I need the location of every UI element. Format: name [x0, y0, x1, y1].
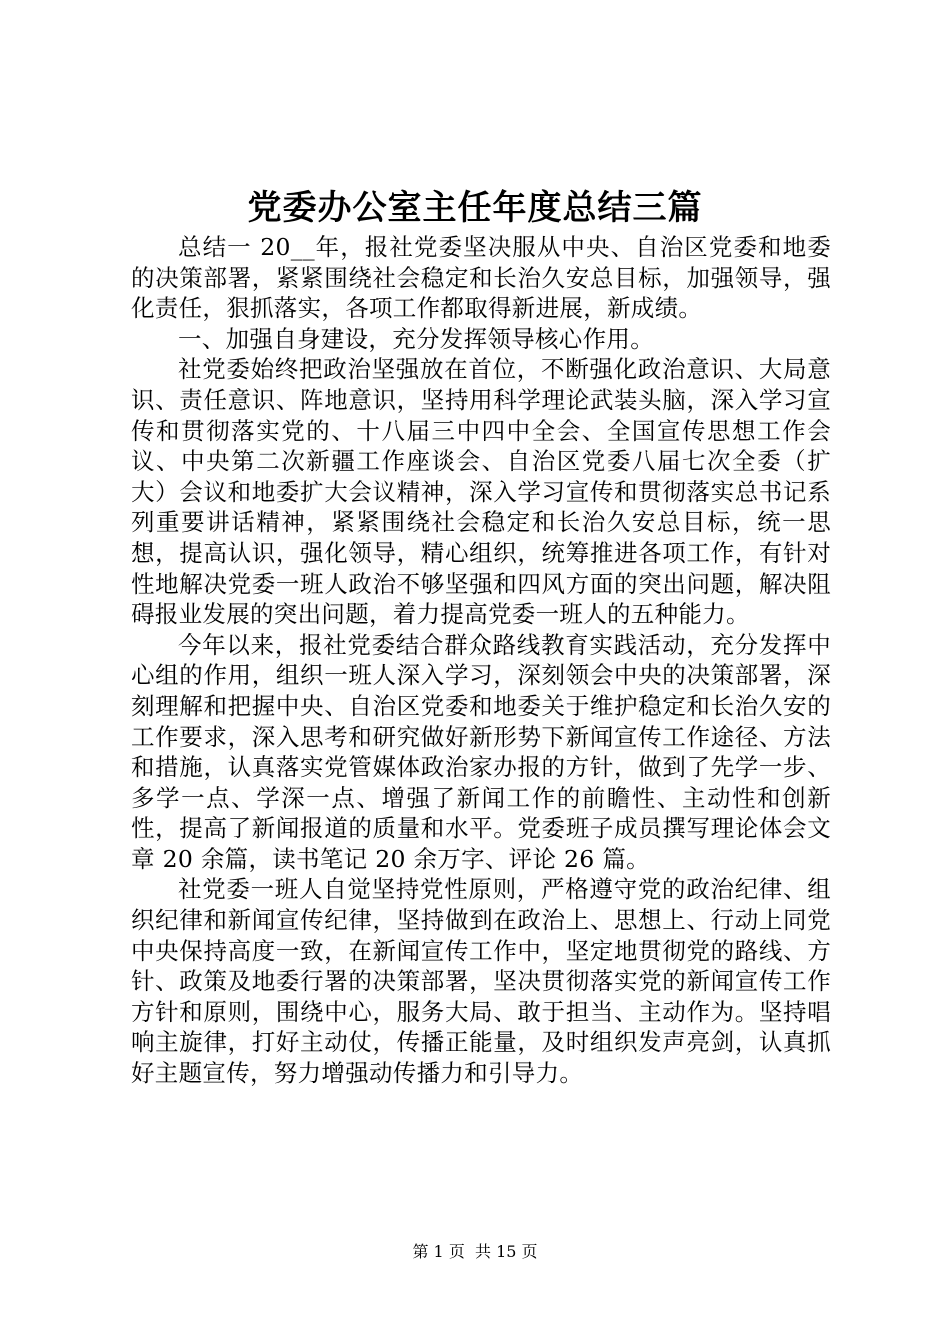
paragraph-study: 今年以来，报社党委结合群众路线教育实践活动，充分发挥中心组的作用，组织一班人深入学习，深刻领会中央的决策部署，深刻理解和把握中央、自治区党委和地委关于维护稳定和长治久安的工作要求，深入思考和研究做好新形势下新闻宣传工作途径、方法和措施，认真落实党管媒体政治家办报的方针，做到了先学一步、多学一点、学深一点、增强了新闻工作的前瞻性、主动性和创新性，提高了新闻报道的质量和水平。党委班子成员撰写理论体会文章 20 余篇，读书笔记 20 余万字、评论 26 篇。 — [131, 630, 831, 873]
paragraph-political: 社党委始终把政治坚强放在首位，不断强化政治意识、大局意识、责任意识、阵地意识，坚持用科学理论武装头脑，深入学习宣传和贯彻落实党的、十八届三中四中全会、全国宣传思想工作会议、中央第二次新疆工作座谈会、自治区党委八届七次全委（扩大）会议和地委扩大会议精神，深入学习宣传和贯彻落实总书记系列重要讲话精神，紧紧围绕社会稳定和长治久安总目标，统一思想，提高认识，强化领导，精心组织，统筹推进各项工作，有针对性地解决党委一班人政治不够坚强和四风方面的突出问题，解决阻碍报业发展的突出问题，着力提高党委一班人的五种能力。 — [131, 355, 831, 629]
page-footer — [0, 1241, 950, 1263]
page-number-label: 第 1 页 共 15 页 — [412, 1242, 538, 1261]
document-title: 党委办公室主任年度总结三篇 — [247, 188, 703, 228]
paragraph-section-heading: 一、加强自身建设，充分发挥领导核心作用。 — [178, 324, 654, 353]
paragraph-discipline: 社党委一班人自觉坚持党性原则，严格遵守党的政治纪律、组织纪律和新闻宣传纪律，坚持做到在政治上、思想上、行动上同党中央保持高度一致，在新闻宣传工作中，坚定地贯彻党的路线、方针、政策及地委行署的决策部署，坚决贯彻落实党的新闻宣传工作方针和原则，围绕中心，服务大局、敢于担当、主动作为。坚持唱响主旋律，打好主动仗，传播正能量，及时组织发声亮剑，认真抓好主题宣传，努力增强动传播力和引导力。 — [131, 875, 831, 1088]
paragraph-intro: 总结一 20__年，报社党委坚决服从中央、自治区党委和地委的决策部署，紧紧围绕社会稳定和长治久安总目标，加强领导，强化责任，狠抓落实，各项工作都取得新进展，新成绩。 — [131, 233, 831, 323]
document-body — [131, 232, 831, 1089]
